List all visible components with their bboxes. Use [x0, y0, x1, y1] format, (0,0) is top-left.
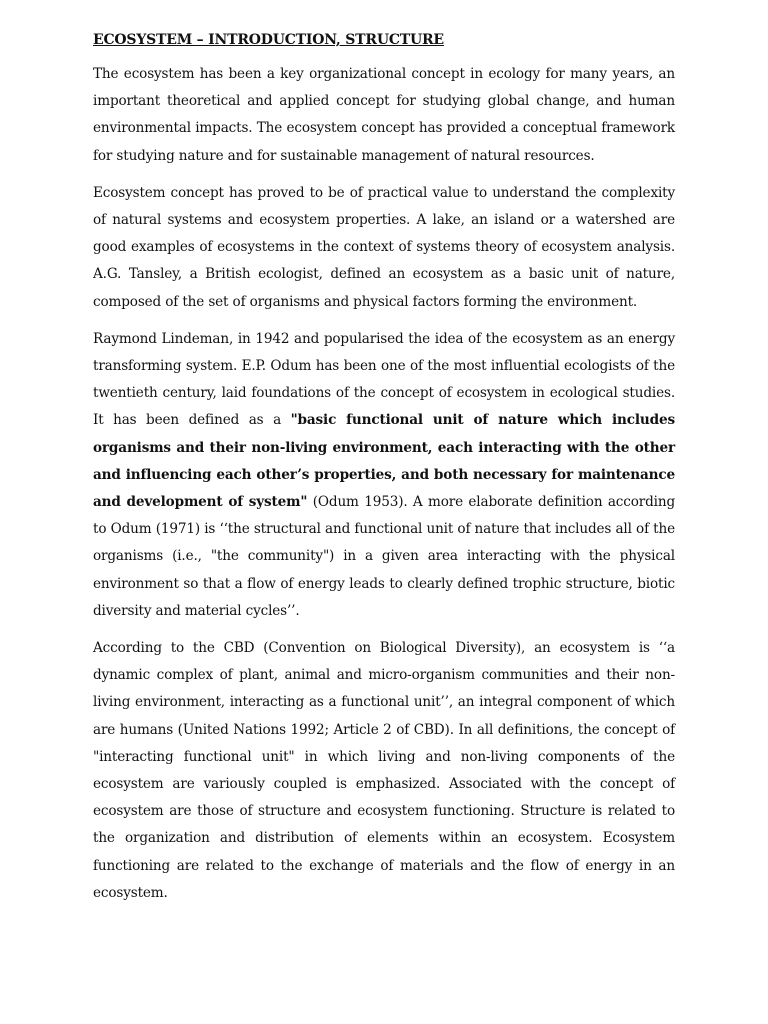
paragraph-cbd: According to the CBD (Convention on Biological Diversity), an ecosystem is ‘‘a dynamic complex of plant, animal and micro-organism communities and their non-living environment, interacting as a functional unit’’, an integral component of which are humans (United Nations 1992; Article 2 of CBD). In all definitions, the concept of "interacting functional unit" in which living and non-living components of the ecosystem are variously coupled is emphasized. Associated with the concept of ecosystem are those of structure and ecosystem functioning. Structure is related to the organization and distribution of elements within an ecosystem. Ecosystem functioning are related to the exchange of materials and the flow of energy in an ecosystem.	[93, 640, 675, 901]
odum-definition-quote: "basic functional unit of nature which includes organisms and their non-living environment, each interacting with the other and influencing each other’s properties, and both necessary for maintenance and development of system"	[93, 412, 675, 511]
page-title: ECOSYSTEM – INTRODUCTION, STRUCTURE	[93, 32, 444, 48]
paragraph-definitions-start: Raymond Lindeman, in 1942 and popularised the idea of the ecosystem as an energy transforming system. E.P. Odum has been one of the most influential ecologists of the twentieth century, laid foundations of the concept of ecosystem in ecological studies. It has been defined as a	[93, 330, 675, 429]
paragraph-concept: Ecosystem concept has proved to be of practical value to understand the complexity of natural systems and ecosystem properties. A lake, an island or a watershed are good examples of ecosystems in the context of systems theory of ecosystem analysis. A.G. Tansley, a British ecologist, defined an ecosystem as a basic unit of nature, composed of the set of organisms and physical factors forming the environment.	[93, 184, 675, 310]
paragraph-intro: The ecosystem has been a key organizational concept in ecology for many years, an important theoretical and applied concept for studying global change, and human environmental impacts. The ecosystem concept has provided a conceptual framework for studying nature and for sustainable management of natural resources.	[93, 66, 675, 164]
paragraph-definitions-end: (Odum 1953). A more elaborate definition according to Odum (1971) is ‘‘the structural and functional unit of nature that includes all of the organisms (i.e., "the community") in a given area interacting with the physical environment so that a flow of energy leads to clearly defined trophic structure, biotic diversity and material cycles’’.	[93, 494, 675, 619]
paragraph-definitions	[93, 326, 675, 625]
document-page	[93, 30, 675, 917]
